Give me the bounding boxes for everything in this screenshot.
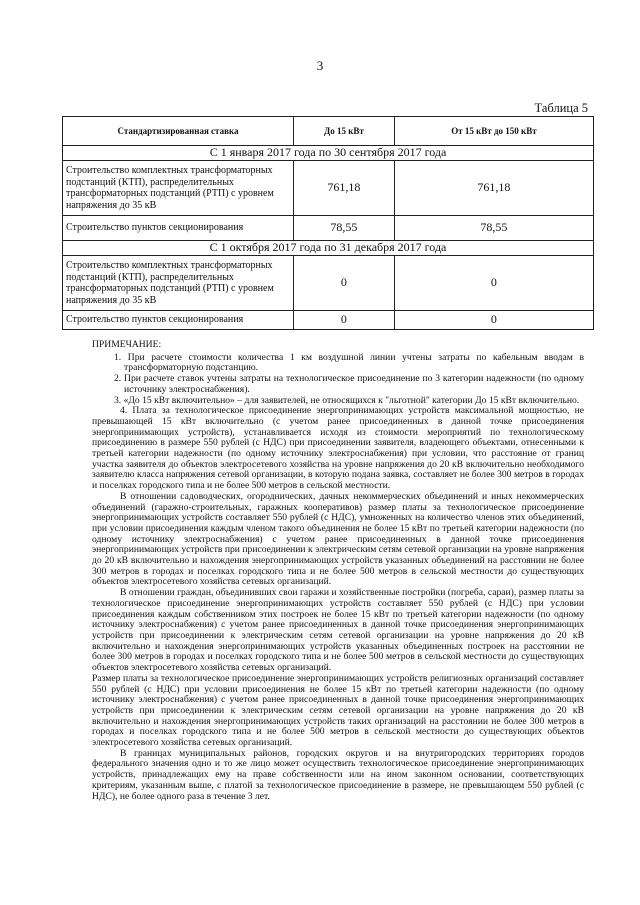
row-value-up-to-15: 0: [294, 311, 395, 330]
header-rate: Стандартизированная ставка: [63, 117, 294, 146]
period-label: С 1 января 2017 года по 30 сентября 2017 года: [63, 146, 594, 161]
row-value-up-to-15: 0: [294, 256, 395, 311]
note-item: 1. При расчете стоимости количества 1 км воздушной линии учтены затраты по кабельным вводам в трансформаторную подстанцию.: [114, 351, 584, 374]
table-row: [63, 161, 594, 216]
note-item: 3. «До 15 кВт включительно» – для заявителей, не относящихся к "льготной" категории До 15 кВт включительно.: [114, 394, 580, 406]
row-name: Строительство пунктов секционирования: [63, 311, 294, 330]
note-item: 2. При расчете ставок учтены затраты на технологическое присоединение по 3 категории надежности (по одному источнику электроснабжения).: [114, 373, 584, 395]
table-caption: Таблица 5: [534, 101, 588, 115]
note-paragraph: В границах муниципальных районов, городских округов и на внутригородских территориях городов федерального значения одно и то же лицо может осуществить технологическое присоединение энергопринимающих устройств, принадлежащих ему на праве собственности или на ином законном основании, соответствующих критериям, указанным выше, с платой за технологическое присоединение в размере, не превышающем 550 рублей (с НДС), не более одного раза в течение 3 лет.: [92, 747, 584, 802]
note-item: 4. Плата за технологическое присоединение энергопринимающих устройств максимальной мощностью, не превышающей 15 кВт включительно (с учетом ранее присоединенных в данной точке присоединения энергопринимающих устройств), устанавливается исходя из стоимости мероприятий по технологическому присоединению в размере 550 рублей (с НДС) при присоединении заявителя, владеющего объектами, отнесенными к третьей категории надежности (по одному источнику электроснабжения) при условии, что расстояние от границ участка заявителя до объектов электросетевого хозяйства на уровне напряжения до 20 кВ включительно необходимого заявителю класса напряжения сетевой организации, в которую подана заявка, составляет не более 300 метров в городах и поселках городского типа и не более 500 метров в сельской местности.: [92, 405, 584, 492]
note-paragraph: Размер платы за технологическое присоединение энергопринимающих устройств религиозных организаций составляет 550 рублей (с НДС) при условии присоединения не более 15 кВт по третьей категории надежности (по одному источнику электроснабжения) с учетом ранее присоединенных в данной точке присоединения энергопринимающих устройств при присоединении к электрическим сетям сетевой организации на уровне напряжения до 20 кВ включительно и нахождения энергопринимающих устройств таких организаций на расстоянии не более 300 метров в городах и поселках городского типа и не более 500 метров в сельской местности до существующих объектов электросетевого хозяйства сетевых организаций.: [92, 672, 584, 749]
row-value-15-to-150: 0: [394, 256, 593, 311]
row-value-15-to-150: 761,18: [394, 161, 593, 216]
row-name: Строительство комплектных трансформаторных подстанций (КТП), распределительных трансформаторных подстанций (РТП) с уровнем напряжения до 35 кВ: [63, 161, 294, 216]
table-row: [63, 216, 594, 241]
row-value-up-to-15: 761,18: [294, 161, 395, 216]
notes-section: [92, 340, 584, 802]
table-row: [63, 311, 594, 330]
row-name: Строительство комплектных трансформаторных подстанций (КТП), распределительных трансформаторных подстанций (РТП) с уровнем напряжения до 35 кВ: [63, 256, 294, 311]
period-row: [63, 241, 594, 256]
table-header-row: [63, 117, 594, 146]
row-value-up-to-15: 78,55: [294, 216, 395, 241]
period-label: С 1 октября 2017 года по 31 декабря 2017 года: [63, 241, 594, 256]
row-name: Строительство пунктов секционирования: [63, 216, 294, 241]
page-number: 3: [316, 58, 324, 73]
table-row: [63, 256, 594, 311]
note-paragraph: В отношении садоводческих, огороднических, дачных некоммерческих объединений и иных некоммерческих объединений (гаражно-строительных, гаражных кооперативов) размер платы за технологическое присоединение энергопринимающих устройств составляет 550 рублей (с НДС), умноженных на количество членов этих объединений, при условии присоединения каждым членом такого объединения не более 15 кВт по третьей категории надежности (по одному источнику электроснабжения) с учетом ранее присоединенных в данной точке присоединения энергопринимающих устройств при присоединении к электрическим сетям сетевой организации на уровне напряжения до 20 кВ включительно и нахождения энергопринимающих устройств указанных объединений на расстоянии не более 300 метров в городах и поселках городского типа и не более 500 метров в сельской местности до существующих объектов электросетевого хозяйства сетевых организаций.: [92, 490, 584, 588]
period-row: [63, 146, 594, 161]
header-15-to-150kw: От 15 кВт до 150 кВт: [394, 117, 593, 146]
row-value-15-to-150: 0: [394, 311, 593, 330]
row-value-15-to-150: 78,55: [394, 216, 593, 241]
note-paragraph: В отношении граждан, объединивших свои гаражи и хозяйственные постройки (погреба, сараи), размер платы за технологическое присоединение энергопринимающих устройств составляет 550 рублей (с НДС) при условии присоединения каждым собственником этих построек не более 15 кВт по третьей категории надежности (по одному источнику электроснабжения) с учетом ранее присоединенных в данной точке присоединения энергопринимающих устройств при присоединении к электрическим сетям сетевой организации на уровне напряжения до 20 кВ включительно и нахождения энергопринимающих устройств указанных объединенных построек на расстоянии не более 300 метров в городах и поселках городского типа и не более 500 метров в сельской местности до существующих объектов электросетевого хозяйства сетевых организаций.: [92, 587, 584, 674]
header-up-to-15kw: До 15 кВт: [294, 117, 395, 146]
tariff-table: [62, 116, 594, 330]
notes-title: ПРИМЕЧАНИЕ:: [92, 339, 162, 350]
